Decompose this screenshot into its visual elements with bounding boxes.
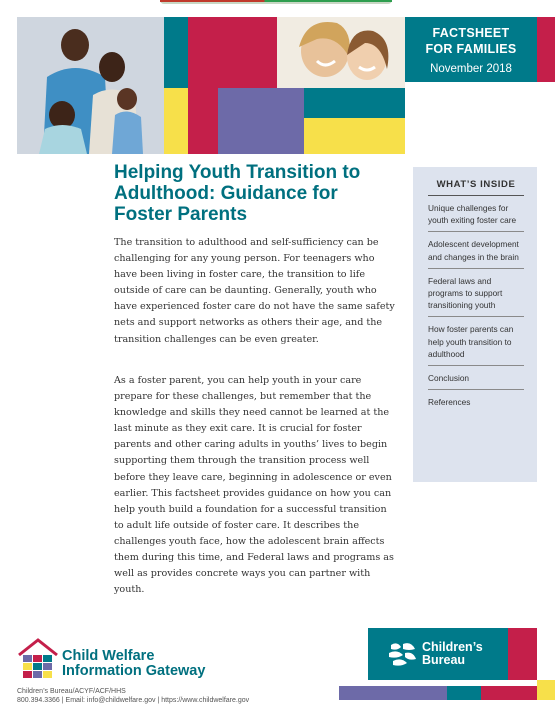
- footer-block-purple: [339, 686, 447, 700]
- childrens-bureau-logo-icon: [387, 641, 417, 667]
- family-photo: [17, 17, 164, 154]
- toc-item-how-foster-parents-help[interactable]: How foster parents can help youth transition to adulthood: [428, 317, 524, 366]
- toc-item-references[interactable]: References: [428, 397, 471, 408]
- mosaic-block-crimson-1: [188, 17, 277, 88]
- footer-block-crimson-1: [508, 628, 537, 680]
- footer-block-teal: [447, 686, 481, 700]
- toc-item-conclusion[interactable]: Conclusion: [428, 366, 524, 390]
- whats-inside-sidebar: [413, 167, 537, 482]
- page-title-line3: Foster Parents: [114, 204, 248, 225]
- footer-contact: 800.394.3366 | Email: info@childwelfare.gov | https://www.childwelfare.gov: [17, 697, 250, 704]
- child-welfare-gateway-logo-text: [62, 649, 205, 679]
- factsheet-title-line1: FACTSHEET: [432, 26, 510, 40]
- page-title-line2: Adulthood: Guidance for: [114, 183, 338, 204]
- mosaic-block-teal-1: [164, 17, 188, 88]
- org-name-line2: Information Gateway: [62, 663, 206, 679]
- intro-paragraph: The transition to adulthood and self-sufficiency can be challenging for any young person. For teenagers who have been living in foster care, the transition to life outside of care can be daunting. Generally, youth who have experienced foster care do not have the same safety nets and support networks as others their age, and the transition challenges can be even greater.: [114, 237, 395, 345]
- mosaic-block-yellow-2: [304, 118, 405, 154]
- cb-name-line1: Children’s: [422, 640, 483, 654]
- mosaic-block-yellow-1: [164, 88, 188, 154]
- footer-block-yellow: [537, 680, 555, 700]
- childrens-bureau-logo-text: [422, 641, 483, 667]
- factsheet-date: November 2018: [430, 63, 512, 75]
- mother-daughter-photo: [277, 17, 405, 88]
- factsheet-banner: [405, 17, 537, 82]
- child-welfare-house-logo-icon: [17, 637, 59, 679]
- org-name-line1: Child Welfare: [62, 648, 155, 664]
- page-title: [114, 162, 394, 225]
- mosaic-block-purple-1: [218, 88, 304, 154]
- toc-item-federal-laws[interactable]: Federal laws and programs to support transitioning youth: [428, 269, 524, 318]
- mosaic-block-crimson-3: [537, 17, 555, 82]
- cb-name-line2: Bureau: [422, 653, 466, 667]
- mosaic-block-teal-2: [304, 88, 405, 118]
- toc-item-unique-challenges[interactable]: Unique challenges for youth exiting foster care: [428, 196, 524, 232]
- sidebar-title: WHAT’S INSIDE: [428, 179, 524, 196]
- factsheet-title-line2: FOR FAMILIES: [425, 42, 517, 56]
- mother-daughter-illustration: [277, 17, 405, 88]
- family-illustration: [17, 17, 164, 154]
- browser-top-strip: [160, 0, 392, 4]
- toc-item-adolescent-development[interactable]: Adolescent development and changes in the brain: [428, 232, 524, 268]
- mosaic-block-crimson-2: [188, 88, 218, 154]
- footer-block-crimson-2: [481, 686, 537, 700]
- page-title-line1: Helping Youth Transition to: [114, 162, 361, 183]
- second-paragraph: As a foster parent, you can help youth in your care prepare for these challenges, but remember that the knowledge and skills they need cannot be learned at the last minute as they exit care. It is crucial for foster parents and other caring adults in youths’ lives to begin supporting them through the transition process well before they leave care, beginning in adolescence or even earlier. This factsheet provides guidance on how you can help youth build a foundation for a successful transition to adult life outside of foster care. It describes the challenges youth face, how the adolescent brain affects them during this time, and Federal laws and programs as well as provides concrete ways you can partner with youth.: [114, 375, 394, 596]
- footer-address: Children’s Bureau/ACYF/ACF/HHS: [17, 688, 126, 695]
